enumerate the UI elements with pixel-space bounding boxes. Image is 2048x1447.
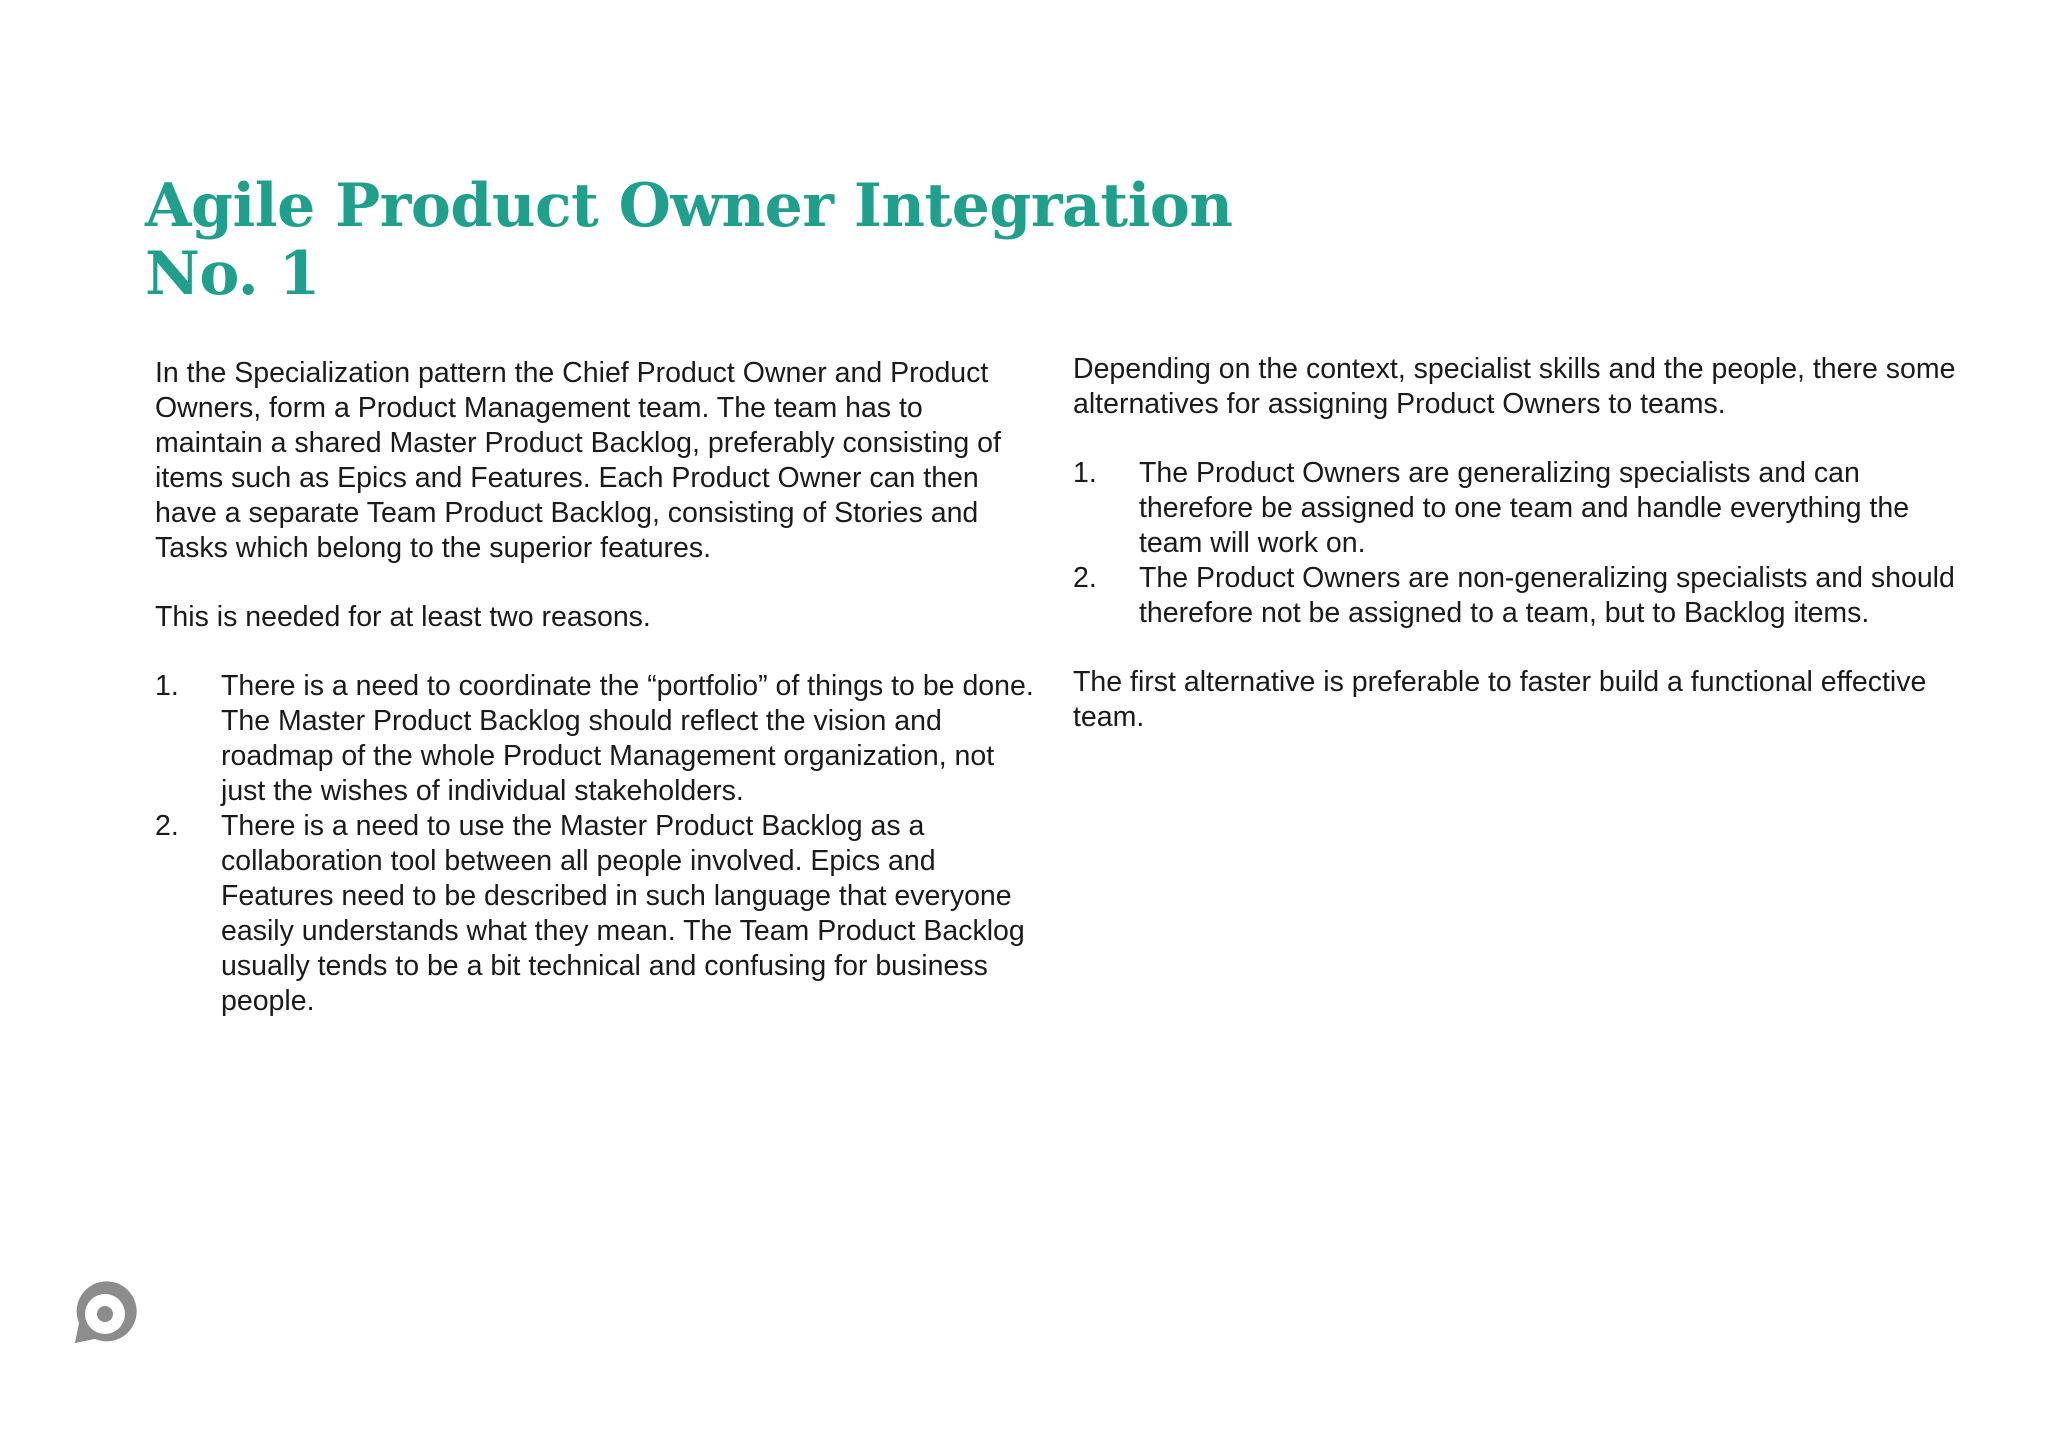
list-item-text: There is a need to coordinate the “portfolio” of things to be done. The Master Product Backlog should reflect the vision and roadmap of the whole Product Management organization, not just the wishes of individual stakeholders. [221,670,1034,807]
alternatives-list-item [1073,561,1973,631]
page-title-line-2: No. 1 [145,239,320,309]
list-item-text: There is a need to use the Master Product Backlog as a collaboration tool between all people involved. Epics and Features need to be described in such language that everyone easily understands what they mean. The Team Product Backlog usually tends to be a bit technical and confusing for business people. [221,810,1025,1017]
alternatives-list [1073,456,1973,631]
right-column [1073,352,1973,769]
page-title-line-1: Agile Product Owner Integration [145,171,1233,241]
conclusion-paragraph: The first alternative is preferable to faster build a functional effective team. [1073,666,1927,733]
right-intro-paragraph: Depending on the context, specialist skills and the people, there some alternatives for assigning Product Owners to teams. [1073,353,1956,420]
list-item-number: 2. [155,810,179,842]
left-column [155,356,1035,1053]
list-item-text: The Product Owners are generalizing specialists and can therefore be assigned to one team and handle everything the team will work on. [1139,457,1910,559]
reasons-list-item [155,669,1035,809]
reasons-list-item [155,809,1035,1019]
list-item-number: 1. [155,670,179,702]
reasons-list [155,669,1035,1019]
list-item-number: 2. [1073,562,1097,594]
list-item-text: The Product Owners are non-generalizing specialists and should therefore not be assigned to a team, but to Backlog items. [1139,562,1955,629]
left-intro-paragraph: In the Specialization pattern the Chief Product Owner and Product Owners, form a Product Management team. The team has to maintain a shared Master Product Backlog, preferably consisting of items such as Epics and Features. Each Product Owner can then have a separate Team Product Backlog, consisting of Stories and Tasks which belong to the superior features. [155,357,1001,564]
alternatives-list-item [1073,456,1973,561]
page-title [145,172,1233,308]
reasons-lead-paragraph: This is needed for at least two reasons. [155,601,651,633]
speech-bubble-logo-icon [70,1280,138,1348]
list-item-number: 1. [1073,457,1097,489]
